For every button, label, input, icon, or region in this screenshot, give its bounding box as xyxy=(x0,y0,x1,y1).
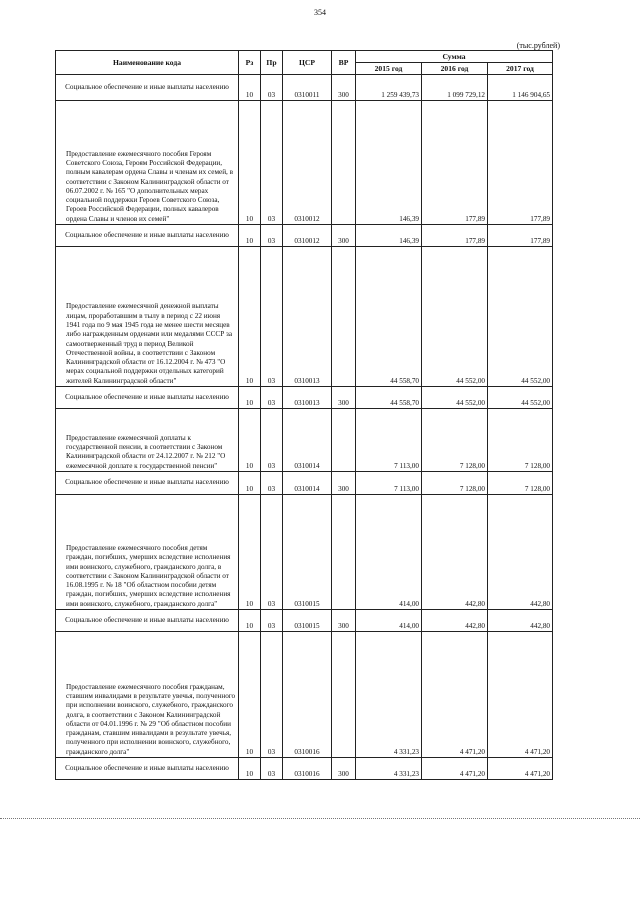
bottom-divider xyxy=(0,818,640,819)
row-2015: 4 331,23 xyxy=(356,632,422,758)
row-vr xyxy=(332,409,356,472)
row-2015: 146,39 xyxy=(356,101,422,225)
budget-table xyxy=(55,50,553,780)
row-2016: 44 552,00 xyxy=(422,387,488,409)
row-rz: 10 xyxy=(239,225,261,247)
header-2015: 2015 год xyxy=(356,63,422,75)
row-2016: 177,89 xyxy=(422,101,488,225)
table-row xyxy=(56,387,553,409)
row-vr: 300 xyxy=(332,758,356,780)
table-row xyxy=(56,632,553,758)
row-name-text: Предоставление ежемесячного пособия детям граждан, погибших, умерших вследствие исполнения ими воинского, служебного, гражданского долга, в соответствии с Законом Калининградской области от 16.08.1995 г. № 18 "Об областном пособии детям граждан, погибших, умерших вследствие исполнения ими воинского, служебного, гражданского долга" xyxy=(66,543,231,608)
page-number: 354 xyxy=(314,8,326,17)
row-2017: 1 146 904,65 xyxy=(488,75,553,101)
units-label: (тыс.рублей) xyxy=(516,41,560,50)
table-row xyxy=(56,75,553,101)
row-pr: 03 xyxy=(261,632,283,758)
header-pr: Пр xyxy=(261,51,283,75)
row-2016: 44 552,00 xyxy=(422,247,488,387)
row-2015: 4 331,23 xyxy=(356,758,422,780)
row-2017: 44 552,00 xyxy=(488,387,553,409)
row-name: Социальное обеспечение и иные выплаты населению xyxy=(56,472,239,495)
row-vr: 300 xyxy=(332,610,356,632)
row-rz: 10 xyxy=(239,472,261,495)
row-csr: 0310015 xyxy=(283,495,332,610)
row-2017: 4 471,20 xyxy=(488,758,553,780)
row-name-text: Предоставление ежемесячной доплаты к государственной пенсии, в соответствии с Законом Калининградской области от 24.12.2007 г. № 212 "О ежемесячной доплате к государственной пенсии" xyxy=(66,433,226,470)
row-2017: 7 128,00 xyxy=(488,472,553,495)
row-rz: 10 xyxy=(239,495,261,610)
row-name: Социальное обеспечение и иные выплаты населению xyxy=(56,610,239,632)
row-vr xyxy=(332,632,356,758)
table-row xyxy=(56,247,553,387)
header-2016: 2016 год xyxy=(422,63,488,75)
row-pr: 03 xyxy=(261,610,283,632)
row-name xyxy=(56,247,239,387)
table-body xyxy=(56,75,553,780)
row-name xyxy=(56,632,239,758)
row-name-text: Предоставление ежемесячной денежной выплаты лицам, проработавшим в тылу в период с 22 июня 1941 года по 9 мая 1945 года не менее шести месяцев либо награжденным орденами или медалями СССР за самоотверженный труд в период Великой Отечественной войны, в соответствии с Законом Калининградской области от 16.12.2004 г. № 473 "О мерах социальной поддержки отдельных категорий жителей Калининградской области" xyxy=(66,302,233,385)
table-header xyxy=(56,51,553,75)
row-rz: 10 xyxy=(239,247,261,387)
row-2016: 7 128,00 xyxy=(422,472,488,495)
row-2017: 4 471,20 xyxy=(488,632,553,758)
row-rz: 10 xyxy=(239,758,261,780)
row-2017: 177,89 xyxy=(488,101,553,225)
row-csr: 0310016 xyxy=(283,632,332,758)
row-name-text: Предоставление ежемесячного пособия гражданам, ставшим инвалидами в результате увечья, полученного при исполнении воинского, служебного, гражданского долга, в соответствии с Законом Калининградской области от 04.01.1996 г. № 29 "Об областном пособии гражданам, ставшим инвалидами в результате увечья, полученного при исполнении воинского, служебного, гражданского долга" xyxy=(66,682,236,756)
row-pr: 03 xyxy=(261,75,283,101)
row-2016: 4 471,20 xyxy=(422,758,488,780)
row-name: Социальное обеспечение и иные выплаты населению xyxy=(56,75,239,101)
header-csr: ЦСР xyxy=(283,51,332,75)
row-2015: 44 558,70 xyxy=(356,247,422,387)
row-2015: 414,00 xyxy=(356,610,422,632)
row-2017: 442,80 xyxy=(488,610,553,632)
row-2015: 414,00 xyxy=(356,495,422,610)
row-2016: 442,80 xyxy=(422,495,488,610)
row-vr: 300 xyxy=(332,75,356,101)
row-vr xyxy=(332,101,356,225)
row-name-text: Предоставление ежемесячного пособия Героям Советского Союза, Героям Российской Федерации, полным кавалерам ордена Славы и членам их семей, в соответствии с Законом Калининградской области от 06.07.2002 г. № 165 "О дополнительных мерах социальной поддержки Героев Советского Союза, Героев Российской Федерации, полных кавалеров ордена Славы и членов их семей" xyxy=(66,149,234,223)
table-row xyxy=(56,610,553,632)
row-vr: 300 xyxy=(332,472,356,495)
row-name: Социальное обеспечение и иные выплаты населению xyxy=(56,758,239,780)
table-row xyxy=(56,409,553,472)
row-2016: 7 128,00 xyxy=(422,409,488,472)
row-2017: 442,80 xyxy=(488,495,553,610)
row-2017: 44 552,00 xyxy=(488,247,553,387)
row-2017: 7 128,00 xyxy=(488,409,553,472)
table-row xyxy=(56,101,553,225)
row-2015: 7 113,00 xyxy=(356,472,422,495)
row-name: Социальное обеспечение и иные выплаты населению xyxy=(56,387,239,409)
row-csr: 0310012 xyxy=(283,225,332,247)
row-csr: 0310013 xyxy=(283,247,332,387)
row-pr: 03 xyxy=(261,101,283,225)
row-2015: 146,39 xyxy=(356,225,422,247)
header-name: Наименование кода xyxy=(56,51,239,75)
row-vr xyxy=(332,495,356,610)
row-2016: 4 471,20 xyxy=(422,632,488,758)
row-pr: 03 xyxy=(261,387,283,409)
row-name xyxy=(56,409,239,472)
row-2017: 177,89 xyxy=(488,225,553,247)
row-vr: 300 xyxy=(332,225,356,247)
row-2015: 44 558,70 xyxy=(356,387,422,409)
row-csr: 0310016 xyxy=(283,758,332,780)
row-pr: 03 xyxy=(261,758,283,780)
row-csr: 0310015 xyxy=(283,610,332,632)
header-rz: Рз xyxy=(239,51,261,75)
header-vr: ВР xyxy=(332,51,356,75)
row-2016: 442,80 xyxy=(422,610,488,632)
row-pr: 03 xyxy=(261,472,283,495)
row-name: Социальное обеспечение и иные выплаты населению xyxy=(56,225,239,247)
row-rz: 10 xyxy=(239,75,261,101)
row-pr: 03 xyxy=(261,225,283,247)
row-2016: 177,89 xyxy=(422,225,488,247)
row-name xyxy=(56,495,239,610)
row-2016: 1 099 729,12 xyxy=(422,75,488,101)
row-pr: 03 xyxy=(261,409,283,472)
row-csr: 0310012 xyxy=(283,101,332,225)
row-rz: 10 xyxy=(239,632,261,758)
row-csr: 0310014 xyxy=(283,409,332,472)
row-2015: 7 113,00 xyxy=(356,409,422,472)
table-row xyxy=(56,225,553,247)
table-row xyxy=(56,472,553,495)
row-rz: 10 xyxy=(239,387,261,409)
header-sum: Сумма xyxy=(356,51,553,63)
row-vr: 300 xyxy=(332,387,356,409)
row-rz: 10 xyxy=(239,101,261,225)
header-2017: 2017 год xyxy=(488,63,553,75)
table-row xyxy=(56,495,553,610)
row-csr: 0310013 xyxy=(283,387,332,409)
row-csr: 0310011 xyxy=(283,75,332,101)
row-pr: 03 xyxy=(261,495,283,610)
row-name xyxy=(56,101,239,225)
row-2015: 1 259 439,73 xyxy=(356,75,422,101)
table-row xyxy=(56,758,553,780)
row-rz: 10 xyxy=(239,409,261,472)
row-pr: 03 xyxy=(261,247,283,387)
row-rz: 10 xyxy=(239,610,261,632)
row-csr: 0310014 xyxy=(283,472,332,495)
row-vr xyxy=(332,247,356,387)
